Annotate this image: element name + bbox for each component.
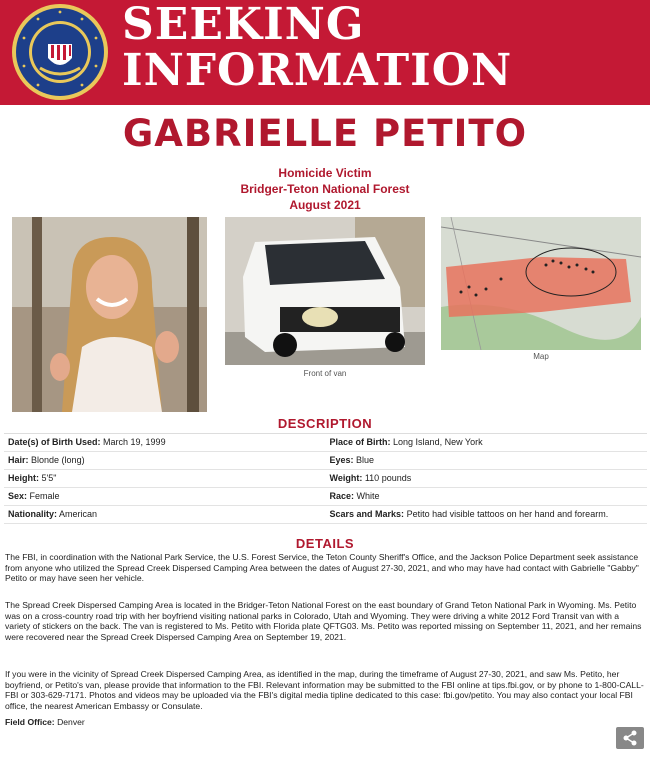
subtitle-status: Homicide Victim (278, 166, 372, 180)
table-row (4, 452, 647, 470)
table-cell: Place of Birth: Long Island, New York (329, 437, 483, 447)
subject-photo (12, 217, 207, 412)
description-heading: DESCRIPTION (277, 416, 373, 431)
subtitle-location: Bridger-Teton National Forest (240, 182, 410, 196)
banner-title-line1: SEEKING (122, 0, 365, 50)
description-table (4, 433, 647, 524)
map-image (441, 217, 641, 350)
details-paragraph-1: The FBI, in coordination with the National Park Service, the U.S. Forest Service, the Teton County Sheriff's Office, and the Jackson Police Department seek assistance from anyone who utilized the Spread Creek Dispersed Camping Area between the dates of August 27-30, 2021, and who may have had contact with Gabrielle "Gabby" Petito or may have seen her vehicle. (5, 552, 639, 584)
table-row (4, 488, 647, 506)
table-cell: Height: 5'5" (8, 473, 57, 483)
table-cell: Race: White (329, 491, 380, 501)
subtitle-date: August 2021 (289, 198, 361, 212)
field-office (5, 717, 645, 728)
table-row (4, 470, 647, 488)
banner-title-line2: INFORMATION (122, 45, 513, 96)
table-row (4, 506, 647, 524)
details-heading: DETAILS (295, 536, 355, 551)
details-paragraph-2: The Spread Creek Dispersed Camping Area is located in the Bridger-Teton National Forest on the east boundary of Grand Teton National Park in Wyoming. Ms. Petito was on a cross-country road trip with her boyfriend visiting national parks in Colorado, Utah and Wyoming. They were driving a white 2012 Ford Transit van with a variety of stickers on the back. The van is registered to Ms. Petito with Florida plate QFTG03. Ms. Petito was reported missing on September 11, 2021, and her remains were recovered near the Spread Creek Dispersed Camping Area on September 19, 2021. (5, 600, 642, 642)
table-cell: Date(s) of Birth Used: March 19, 1999 (8, 437, 166, 447)
table-cell: Weight: 110 pounds (329, 473, 412, 483)
share-icon (616, 727, 644, 749)
header-banner (0, 0, 650, 105)
details-paragraph-3: If you were in the vicinity of Spread Creek Dispersed Camping Area, as identified in the map, during the timeframe of August 27-30, 2021, and saw Ms. Petito, her boyfriend, or Petito's van, please provide that information to the FBI. Relevant information may be submitted to the FBI online at tips.fbi.gov, or by phone to 1-800-CALL-FBI or 303-629-7171. Photos and videos may be uploaded via the FBI's digital media tipline dedicated to this case: fbi.gov/petito. You may also contact your local FBI office, the nearest American Embassy or Consulate. (5, 669, 644, 711)
share-button[interactable] (616, 727, 644, 749)
subject-name: GABRIELLE PETITO (122, 112, 528, 155)
fbi-seal-logo (10, 2, 110, 102)
table-cell: Scars and Marks: Petito had visible tattoos on her hand and forearm. (329, 509, 609, 519)
banner-title (122, 2, 512, 94)
table-cell: Sex: Female (8, 491, 60, 501)
map-caption: Map (533, 352, 549, 361)
table-cell: Nationality: American (8, 509, 98, 519)
table-cell: Eyes: Blue (329, 455, 375, 465)
table-row (4, 434, 647, 452)
van-photo (225, 217, 425, 365)
van-caption: Front of van (303, 369, 347, 378)
table-cell: Hair: Blonde (long) (8, 455, 85, 465)
field-office-value: Denver (57, 717, 85, 727)
field-office-label: Field Office: (5, 717, 55, 727)
